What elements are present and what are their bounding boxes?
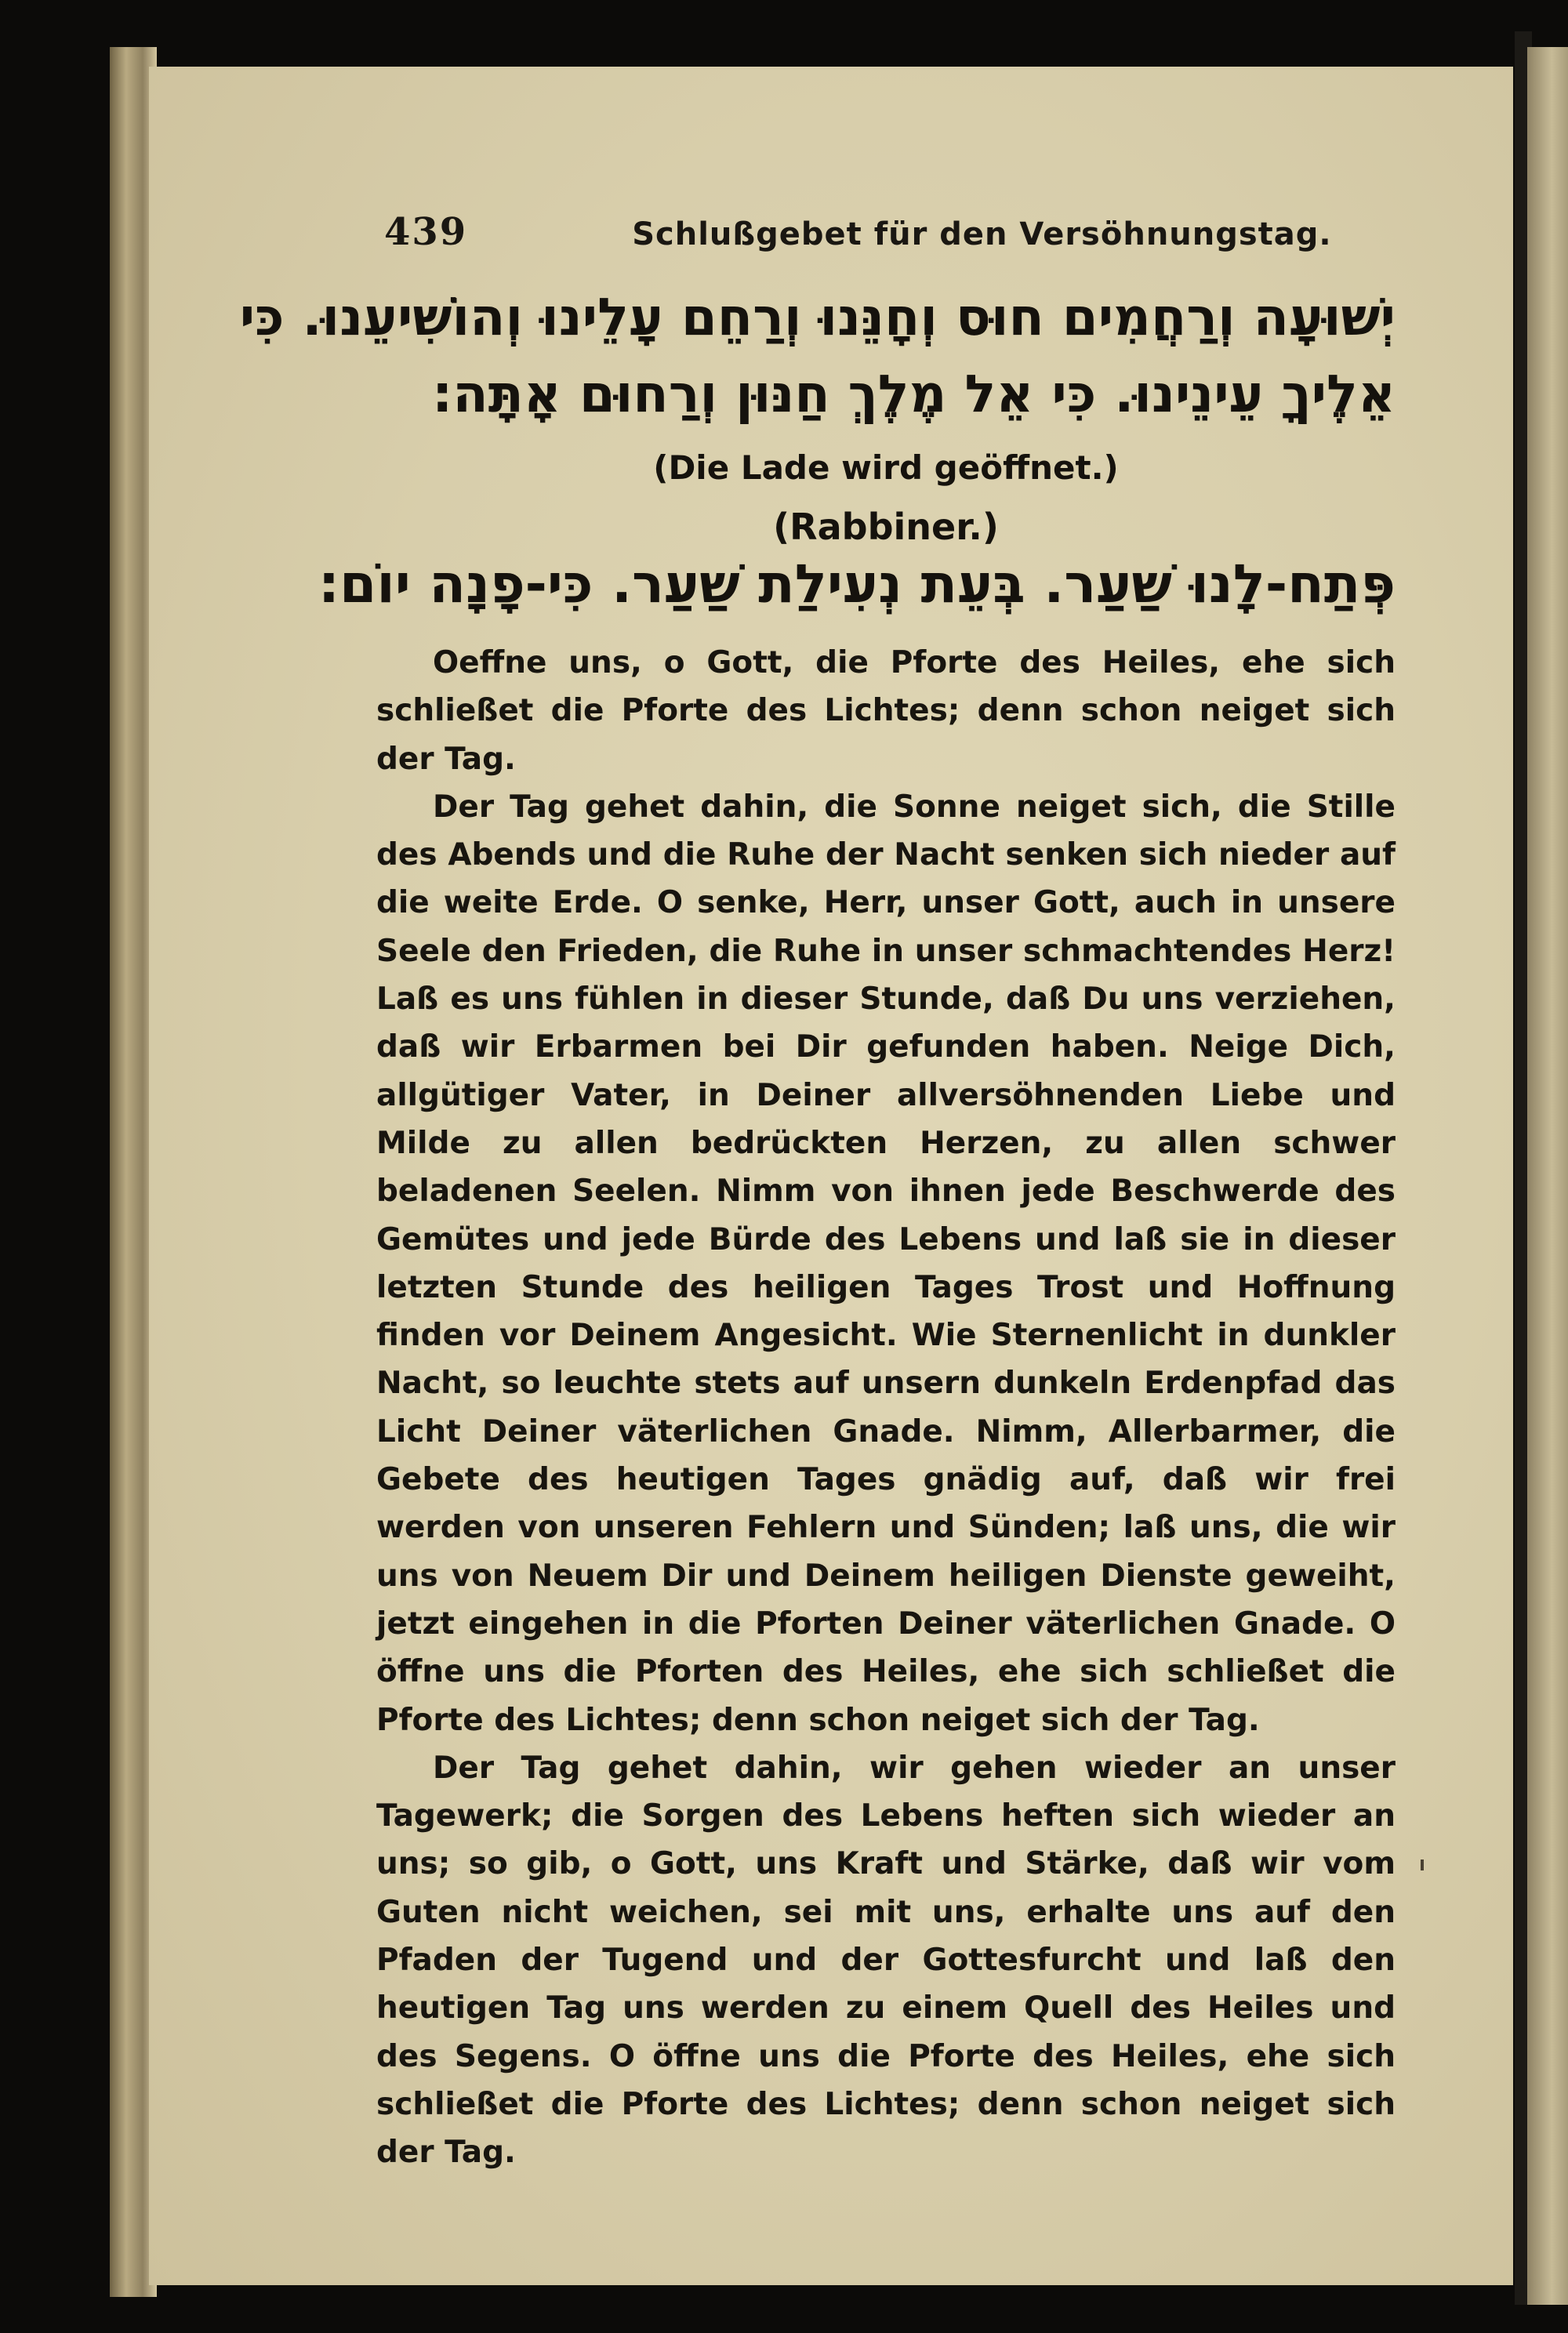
paragraph: Der Tag gehet dahin, wir gehen wieder an unser Tagewerk; die Sorgen des Lebens heften sich wieder an uns; so gib, o Gott, uns Kraft und Stärke, daß wir vom Guten nicht weichen, sei mit uns, erhalte uns auf den Pfaden der Tugend und der Gottesfurcht und laß den heutigen Tag uns werden zu einem Quell des Heiles und des Segens. O öffne uns die Pforte des Heiles, ehe sich schließet die Pforte des Lichtes; denn schon neiget sich der Tag. <box>376 1750 1396 2171</box>
rubric-speaker: (Rabbiner.) <box>773 506 999 548</box>
running-header <box>384 210 1403 254</box>
rubric-ark-opened: (Die Lade wird geöffnet.) <box>653 448 1119 487</box>
paragraph: Oeffne uns, o Gott, die Pforte des Heiles, ehe sich schließet die Pforte des Lichtes; denn schon neiget sich der Tag. <box>376 645 1396 777</box>
facing-page-edge <box>1527 47 1568 2305</box>
prayer-body <box>376 639 1396 2177</box>
paragraph: Der Tag gehet dahin, die Sonne neiget sich, die Stille des Abends und die Ruhe der Nacht senken sich nieder auf die weite Erde. O senke, Herr, unser Gott, auch in unsere Seele den Frieden, die Ruhe in unser schmachtendes Herz! Laß es uns fühlen in dieser Stunde, daß Du uns verziehen, daß wir Erbarmen bei Dir gefunden haben. Neige Dich, allgütiger Vater, in Deiner allversöhnenden Liebe und Milde zu allen bedrückten Herzen, zu allen schwer beladenen Seelen. Nimm von ihnen jede Beschwerde des Gemütes und jede Bürde des Lebens und laß sie in dieser letzten Stunde des heiligen Tages Trost und Hoffnung finden vor Deinem Angesicht. Wie Sternenlicht in dunkler Nacht, so leuchte stets auf unsern dunkeln Erdenpfad das Licht Deiner väterlichen Gnade. Nimm, Allerbarmer, die Gebete des heutigen Tages gnädig auf, daß wir frei werden von unseren Fehlern und Sünden; laß uns, die wir uns von Neuem Dir und Deinem heiligen Dienste geweiht, jetzt eingehen in die Pforten Deiner väterlichen Gnade. O öffne uns die Pforten des Heiles, ehe sich schließet die Pforte des Lichtes; denn schon neiget sich der Tag. <box>376 789 1396 1738</box>
page-number: 439 <box>384 210 468 254</box>
hebrew-prayer-line-1: יְשׁוּעָה וְרַחֲמִים חוּס וְחָנֵּנוּ וְרַחֵם עָלֵינוּ וְהוֹשִׁיעֵנוּ. כִּי <box>239 287 1396 347</box>
running-title: Schlußgebet für den Versöhnungstag. <box>632 216 1332 252</box>
hebrew-prayer-line-3: פְּתַח-לָנוּ שַׁעַר. בְּעֵת נְעִילַת שַׁעַר. כִּי-פָנָה יוֹם: <box>318 553 1396 615</box>
margin-ink-mark <box>1421 1860 1424 1870</box>
hebrew-prayer-line-2: אֵלֶיךָ עֵינֵינוּ. כִּי אֵל מֶלֶךְ חַנּוּן וְרַחוּם אָתָּה: <box>431 364 1396 424</box>
